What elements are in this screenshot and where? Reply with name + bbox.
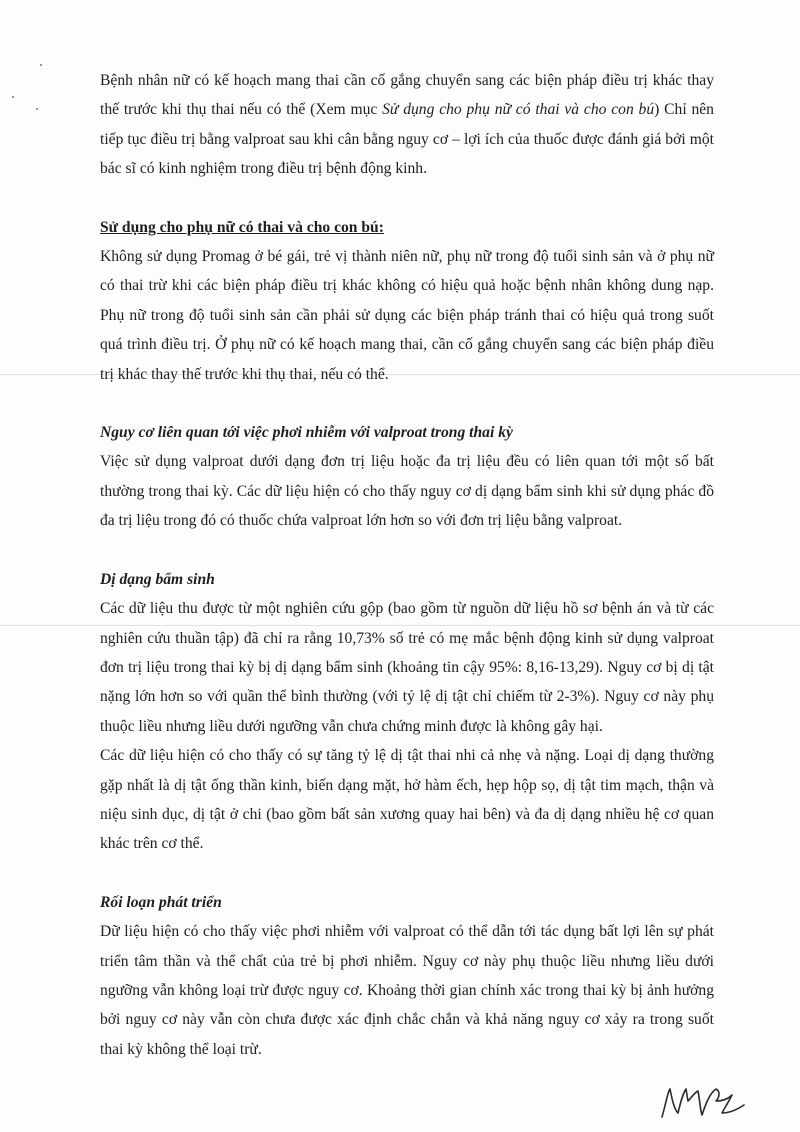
scan-speck bbox=[12, 96, 14, 98]
scan-speck bbox=[36, 108, 38, 110]
intro-text-before: Bệnh nhân nữ có kế hoạch mang thai cần cố gắng chuyển sang các biện pháp điều trị khác thay thế trước khi thụ thai nếu có thể (Xem mục bbox=[100, 72, 714, 119]
document-page bbox=[100, 66, 714, 1064]
spacer bbox=[100, 184, 714, 213]
spacer bbox=[100, 389, 714, 418]
intro-text-after: ) Chỉ nên tiếp tục điều trị bằng valproat sau khi cân bằng nguy cơ – lợi ích của thuốc được đánh giá bởi một bác sĩ có kinh nghiệm trong điều trị bệnh động kinh. bbox=[100, 101, 714, 178]
risk-section-body: Việc sử dụng valproat dưới dạng đơn trị liệu hoặc đa trị liệu đều có liên quan tới một số bất thường trong thai kỳ. Các dữ liệu hiện có cho thấy nguy cơ dị dạng bẩm sinh khi sử dụng phác đồ đa trị liệu trong đó có thuốc chứa valproat lớn hơn so với đơn trị liệu bằng valproat. bbox=[100, 453, 714, 530]
intro-section-reference: Sử dụng cho phụ nữ có thai và cho con bú bbox=[382, 101, 655, 119]
malformation-section-body-1: Các dữ liệu thu được từ một nghiên cứu gộp (bao gồm từ nguồn dữ liệu hồ sơ bệnh án và từ các nghiên cứu thuần tập) đã chỉ ra rằng 10,73% số trẻ có mẹ mắc bệnh động kinh sử dụng valproat đơn trị liệu trong thai kỳ bị dị dạng bẩm sinh (khoảng tin cậy 95%: 8,16-13,29). Nguy cơ bị dị tật nặng lớn hơn so với quần thể bình thường (với tỷ lệ dị tật chỉ chiếm từ 2-3%). Nguy cơ này phụ thuộc liều nhưng liều dưới ngưỡng vẫn chưa chứng minh được là không gây hại. bbox=[100, 600, 714, 735]
malformation-section-heading: Dị dạng bẩm sinh bbox=[100, 570, 215, 588]
intro-paragraph bbox=[100, 66, 714, 184]
scan-speck bbox=[40, 64, 42, 66]
development-section-body: Dữ liệu hiện có cho thấy việc phơi nhiễm với valproat có thể dẫn tới tác dụng bất lợi lên sự phát triển tâm thần và thể chất của trẻ bị phơi nhiễm. Nguy cơ này phụ thuộc liều nhưng liều dưới ngưỡng vẫn không loại trừ được nguy cơ. Khoảng thời gian chính xác trong thai kỳ bị ảnh hưởng bởi nguy cơ này vẫn còn chưa được xác định chắc chắn và khả năng nguy cơ xảy ra trong suốt thai kỳ không thể loại trừ. bbox=[100, 923, 714, 1058]
pregnancy-section-body: Không sử dụng Promag ở bé gái, trẻ vị thành niên nữ, phụ nữ trong độ tuổi sinh sản và ở phụ nữ có thai trừ khi các biện pháp điều trị khác không có hiệu quả hoặc bệnh nhân không dung nạp. Phụ nữ trong độ tuổi sinh sản cần phải sử dụng các biện pháp tránh thai có hiệu quả trong suốt quá trình điều trị. Ở phụ nữ có kế hoạch mang thai, cần cố gắng chuyển sang các biện pháp điều trị khác thay thế trước khi thụ thai, nếu có thể. bbox=[100, 248, 714, 383]
handwritten-signature bbox=[658, 1083, 748, 1123]
pregnancy-section-heading: Sử dụng cho phụ nữ có thai và cho con bú: bbox=[100, 218, 384, 236]
development-section-heading: Rối loạn phát triển bbox=[100, 893, 222, 911]
spacer bbox=[100, 536, 714, 565]
risk-section-heading: Nguy cơ liên quan tới việc phơi nhiễm với valproat trong thai kỳ bbox=[100, 424, 513, 442]
spacer bbox=[100, 859, 714, 888]
malformation-section-body-2: Các dữ liệu hiện có cho thấy có sự tăng tỷ lệ dị tật thai nhi cả nhẹ và nặng. Loại dị dạng thường gặp nhất là dị tật ống thần kinh, biến dạng mặt, hở hàm ếch, hẹp hộp sọ, dị tật tim mạch, thận và niệu sinh dục, dị tật ở chi (bao gồm bất sản xương quay hai bên) và đa dị dạng nhiều hệ cơ quan khác trên cơ thể. bbox=[100, 747, 714, 853]
